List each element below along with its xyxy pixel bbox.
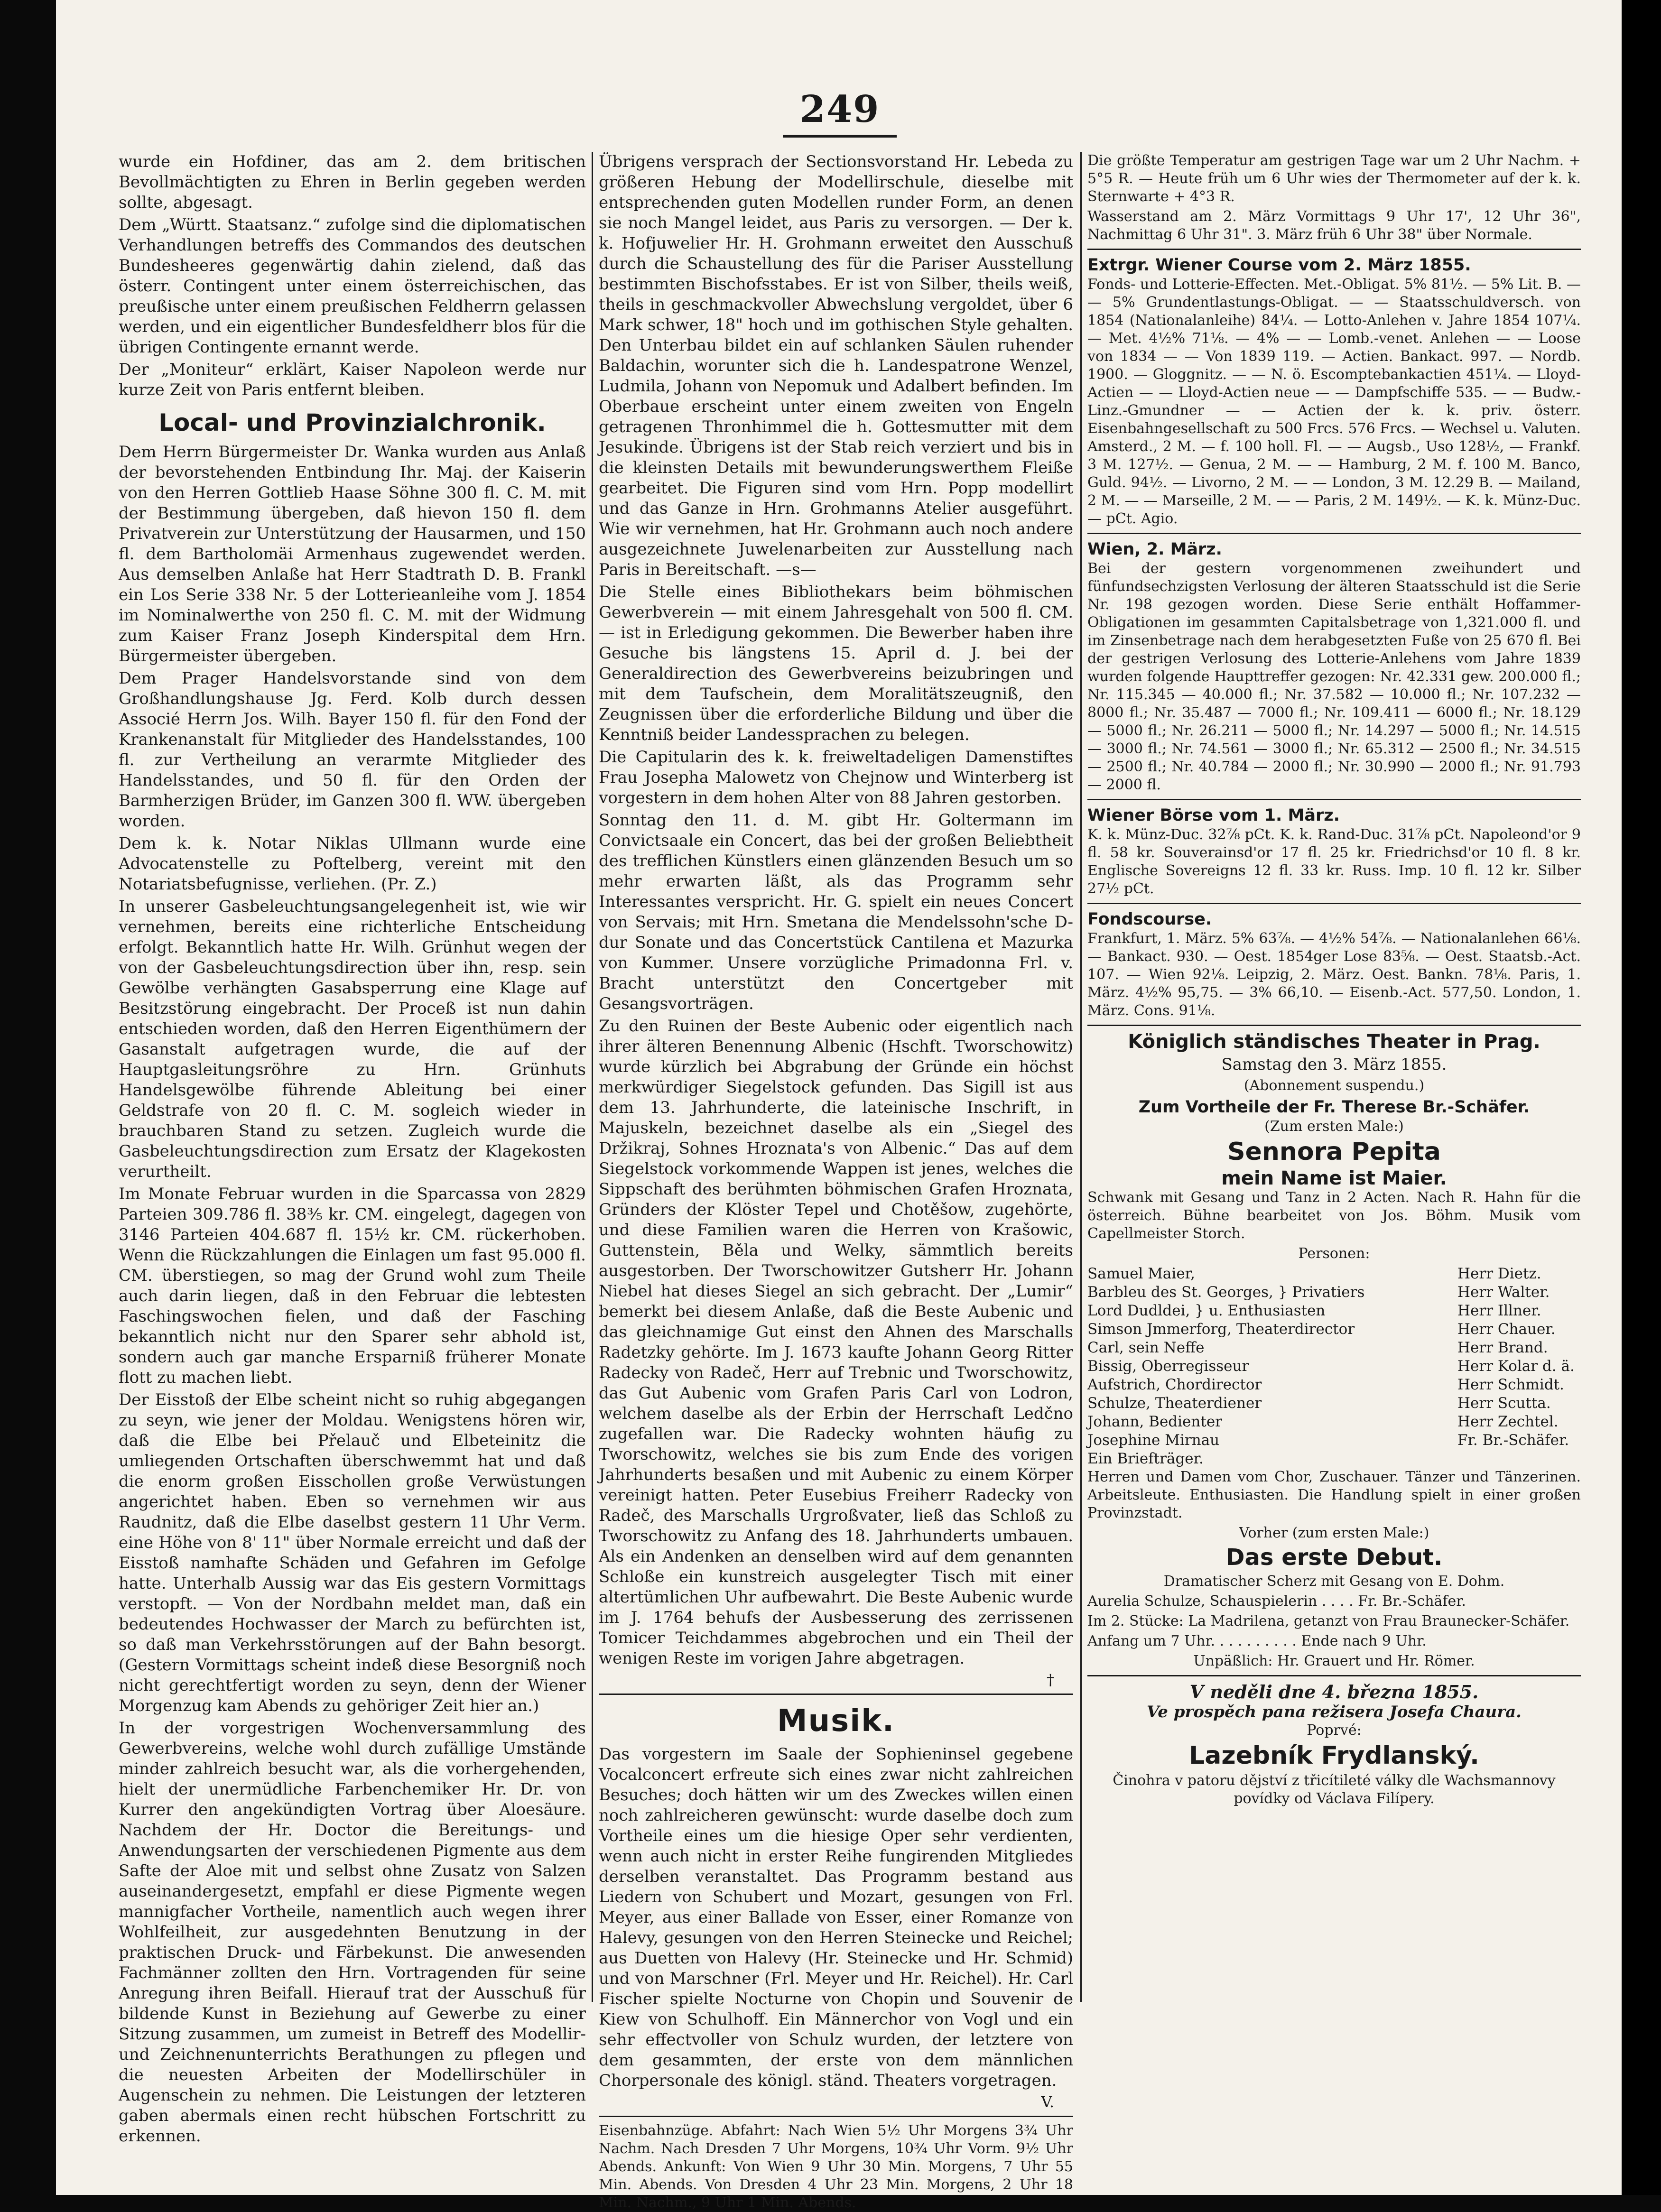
cast-role: Bissig, Oberregisseur [1087,1358,1249,1375]
persons-label: Personen: [1298,1245,1370,1262]
debut-cast: Aurelia Schulze, Schauspielerin . . . . Fr. Br.-Schäfer. [1087,1593,1466,1610]
first-time-note: (Zum ersten Male:) [1264,1118,1404,1135]
play-description: Schwank mit Gesang und Tanz in 2 Acten. Nach R. Hahn für die österreich. Bühne bearbeitet von Jos. Böhm. Musik vom Capellmeister Storch. [1087,1189,1581,1242]
cast-row [1087,1302,1581,1320]
cast-role: Schulze, Theaterdiener [1087,1395,1262,1412]
author-mark: † [1047,1671,1054,1689]
cast-row [1087,1431,1581,1450]
czech-date: V neděli dne 4. března 1855. [1189,1681,1479,1703]
column-1 [119,152,586,2146]
cast-actor: Herr Brand. [1457,1339,1548,1356]
theatre-abonnement: (Abonnement suspendu.) [1243,1077,1425,1094]
column-2 [599,152,1073,2211]
cast-row [1087,1394,1581,1413]
column-3 [1087,152,1581,2082]
cast-row [1087,1357,1581,1376]
cast-actor: Herr Kolar d. ä. [1457,1358,1575,1375]
paragraph: Sonntag den 11. d. M. gibt Hr. Goltermann im Convictsaale ein Concert, das bei der großen Beliebtheit des trefflichen Künstlers einen glänzenden Besuch um so mehr erwarten läßt, als das Programm sehr Interessantes verspricht. Hr. G. spielt ein neues Concert von Servais; mit Hrn. Smetana die Mendelssohn'sche D-dur Sonate und das Concertstück Cantilena et Mazurka von Kummer. Unsere vorzügliche Primadonna Frl. v. Bracht unterstützt den Concertgeber mit Gesangsvorträgen. [599,811,1073,1013]
fonds-text: Frankfurt, 1. März. 5% 63⅞. — 4½% 54⅞. — Nationalanlehen 66⅛. — Bankact. 930. — Oest. 1854ger Lose 83⅝. — Oest. Staatsb.-Act. 107. — Wien 92⅛. Leipzig, 2. März. Oest. Bankn. 78⅛. Paris, 1. März. 4½% 95,75. — 3% 66,10. — Eisenb.-Act. 577,50. London, 1. März. Cons. 91⅛. [1087,930,1581,1019]
divider [1087,249,1581,250]
cast-role: Aufstrich, Chordirector [1087,1376,1262,1393]
cast-row [1087,1376,1581,1394]
scan-edge [1622,0,1661,2195]
cast-actor: Herr Schmidt. [1457,1376,1564,1393]
divider [1087,1675,1581,1676]
show-times: Anfang um 7 Uhr. . . . . . . . . . Ende nach 9 Uhr. [1087,1633,1427,1649]
paragraph: In unserer Gasbeleuchtungsangelegenheit ist, wie wir vernehmen, bereits eine richterliche Entscheidung erfolgt. Bekanntlich hatte Hr. Wilh. Grünhut wegen der von der Gasbeleuchtungsdirection über ihn, resp. sein Gewölbe verhängten Gasabsperrung eine Klage auf Besitzstörung eingebracht. Der Proceß ist nun dahin entschieden worden, daß den Herren Eigenthümern der Gasanstalt aufgetragen wurde, die auf der Hauptgasleitungsröhre zu Hrn. Grünhuts Handelsgewölbe führende Ableitung bei einer Geldstrafe von 20 fl. C. M. sogleich wieder in brauchbaren Stand zu setzen. Zugleich wurde die Gasbeleuchtungsdirection zum Ersatz der Klagekosten verurtheilt. [119,897,586,1181]
cast-actor: Herr Zechtel. [1457,1413,1559,1430]
author-mark: V. [1041,2093,1054,2111]
before-note: Vorher (zum ersten Male:) [1239,1525,1429,1541]
boerse-text: K. k. Münz-Duc. 32⅞ pCt. K. k. Rand-Duc. 31⅞ pCt. Napoleond'or 9 fl. 58 kr. Souverainsd'or 17 fl. 25 kr. Friedrichsd'or 10 fl. 8 kr. Englische Sovereigns 12 fl. 33 kr. Russ. Imp. 10 fl. 12 kr. Silber 27½ pCt. [1087,826,1581,897]
paragraph: Dem Herrn Bürgermeister Dr. Wanka wurden aus Anlaß der bevorstehenden Entbindung Ihr. Maj. der Kaiserin von den Herren Gottlieb Haase Söhne 300 fl. C. M. mit der Bestimmung übergeben, daß hievon 150 fl. dem Privatverein zur Unterstützung der Hausarmen, und 150 fl. dem Bartholomäi Armenhaus zugewendet werden. Aus demselben Anlaße hat Herr Stadtrath D. B. Frankl ein Los Serie 338 Nr. 5 der Lotterieanleihe vom J. 1854 im Nominalwerthe von 250 fl. C. M. mit der Widmung zum Kaiser Franz Joseph Kinderspital dem Hrn. Bürgermeister übergeben. [119,443,586,666]
cast-role: Simson Jmmerforg, Theaterdirector [1087,1321,1355,1338]
cast-actor: Herr Dietz. [1457,1265,1541,1282]
cast-role: Ein Briefträger. [1087,1450,1204,1467]
indisposed-note: Unpäßlich: Hr. Grauert und Hr. Römer. [1193,1653,1475,1669]
paragraph: Dem Prager Handelsvorstande sind von dem Großhandlungshause Jg. Ferd. Kolb durch dessen Associé Herrn Jos. Wilh. Bayer 150 fl. für den Fond der Krankenanstalt für Mitglieder des Handelsstandes, 100 fl. zur Vertheilung an verarmte Mitglieder des Handelsstandes, und 50 fl. für den Orden der Barmherzigen Brüder, im Ganzen 300 fl. WW. übergeben worden. [119,669,586,831]
cast-row [1087,1320,1581,1339]
cast-row [1087,1450,1581,1468]
water-level: Wasserstand am 2. März Vormittags 9 Uhr 17', 12 Uhr 36", Nachmittag 6 Uhr 31". 3. März früh 6 Uhr 38" über Normale. [1087,208,1581,243]
theatre-date: Samstag den 3. März 1855. [1221,1055,1447,1074]
fonds-title: Fondscourse. [1087,910,1212,929]
vienna-text: Bei der gestern vorgenommenen zweihundert und fünfundsechzigsten Verlosung der älteren Staatsschuld ist die Serie Nr. 198 gezogen worden. Diese Serie enthält Hoffammer-Obligationen im gesammten Capitalsbetrage von 1,321.000 fl. und im Zinsenbetrage nach dem herabgesetzten Fuße von 25 670 fl. Bei der gestrigen Verlosung des Lotterie-Anlehens vom Jahre 1839 wurden folgende Haupttreffer gezogen: Nr. 42.331 gew. 200.000 fl.; Nr. 115.345 — 40.000 fl.; Nr. 37.582 — 10.000 fl.; Nr. 107.232 — 8000 fl.; Nr. 35.487 — 7000 fl.; Nr. 109.411 — 6000 fl.; Nr. 18.129 — 5000 fl.; Nr. 26.211 — 5000 fl.; Nr. 14.297 — 5000 fl.; Nr. 14.515 — 3000 fl.; Nr. 74.561 — 3000 fl.; Nr. 65.312 — 2500 fl.; Nr. 34.515 — 2500 fl.; Nr. 40.784 — 2000 fl.; Nr. 30.990 — 2000 fl.; Nr. 91.793 — 2000 fl. [1087,560,1581,793]
cast-row [1087,1339,1581,1357]
cast-actor: Herr Walter. [1457,1284,1550,1301]
column-rule [1080,152,1082,2002]
section-heading: Musik. [777,1703,895,1739]
paragraph: Übrigens versprach der Sectionsvorstand Hr. Lebeda zu größeren Hebung der Modellirschule, dieselbe mit entsprechenden guten Modellen runder Form, an denen sie noch Mangel leidet, aus Paris zu versorgen. — Der k. k. Hofjuwelier Hr. H. Grohmann erweitet den Ausschuß durch die Schaustellung des für die Pariser Ausstellung bestimmten Bischofsstabes. Er ist von Silber, theils weiß, theils in geschmackvoller Abwechslung vergoldet, über 6 Mark schwer, 18" hoch und im gothischen Style gehalten. Den Unterbau bildet ein auf schlanken Säulen ruhender Baldachin, worunter sich die h. Landespatrone Wenzel, Ludmila, Johann von Nepomuk und Adalbert befinden. Im Oberbaue erscheint unter einem zweiten von Engeln getragenen Thronhimmel die h. Gottesmutter mit dem Jesukinde. Übrigens ist der Stab reich verziert und bis in die kleinsten Details mit bewunderungswerthem Fleiße gearbeitet. Die Figuren sind vom Hrn. Popp modellirt und das Ganze in Hrn. Grohmanns Atelier ausgeführt. Wie wir vernehmen, hat Hr. Grohmann auch noch andere ausgezeichnete Juwelenarbeiten zur Ausstellung nach Paris in Bereitschaft. —s— [599,152,1073,579]
cast-role: Barbleu des St. Georges, } Privatiers [1087,1284,1365,1301]
paragraph: Die Capitularin des k. k. freiweltadeligen Damenstiftes Frau Josepha Malowetz von Chejnow und Winterberg ist vorgestern in dem hohen Alter von 88 Jahren gestorben. [599,748,1073,807]
cast-list [1087,1265,1581,1468]
paragraph: wurde ein Hofdiner, das am 2. dem britischen Bevollmächtigten zu Ehren in Berlin gegeben werden sollte, abgesagt. [119,152,586,212]
cast-actor: Herr Chauer. [1457,1321,1556,1338]
boerse-title: Wiener Börse vom 1. März. [1087,806,1340,825]
paragraph: Die Stelle eines Bibliothekars beim böhmischen Gewerbverein — mit einem Jahresgehalt von 500 fl. CM. — ist in Erledigung gekommen. Die Bewerber haben ihre Gesuche bis längstens 15. April d. J. bei der Generaldirection des Gewerbvereins beizubringen und mit dem Taufschein, dem Moralitätszeugniß, den Zeugnissen über die erforderliche Bildung und über die Kenntniß beider Landessprachen zu belegen. [599,583,1073,744]
column-rule [592,152,593,2002]
course-title: Extrgr. Wiener Course vom 2. März 1855. [1087,256,1471,275]
divider [1087,533,1581,534]
paragraph: Dem k. k. Notar Niklas Ullmann wurde eine Advocatenstelle zu Poftelberg, vereint mit den Notariatsbefugnisse, verliehen. (Pr. Z.) [119,834,586,894]
page-number-rule [783,135,897,138]
cast-row [1087,1413,1581,1431]
paragraph: Im Monate Februar wurden in die Sparcassa von 2829 Parteien 309.786 fl. 38⅗ kr. CM. eingelegt, dagegen von 3146 Parteien 404.687 fl. 15½ kr. CM. rückerhoben. Wenn die Rückzahlungen die Einlagen um fast 95.000 fl. CM. überstiegen, so mag der Grund wohl zum Theile auch darin liegen, daß in den Februar die lebtesten Faschingswochen fielen, und daß der Fasching bekanntlich nicht nur den Sparer sehr abhold ist, sondern auch gar manche Ersparniß früherer Monate flott zu machen liebt. [119,1185,586,1387]
benefit-line: Zum Vortheile der Fr. Therese Br.-Schäfer. [1138,1098,1530,1117]
cast-actor [1457,1450,1581,1468]
cast-row [1087,1283,1581,1302]
cast-role: Johann, Bedienter [1087,1413,1222,1430]
cast-role: Carl, sein Neffe [1087,1339,1205,1356]
section-heading: Local- und Provinzialchronik. [158,409,546,436]
cast-row [1087,1265,1581,1283]
cast-role: Josephine Mirnau [1087,1432,1220,1449]
debut-title: Das erste Debut. [1225,1544,1443,1571]
czech-play-description: Činohra v patoru dějství z třicítileté války dle Wachsmannovy povídky od Václava Filípery. [1113,1772,1556,1807]
paragraph: Der „Moniteur“ erklärt, Kaiser Napoleon werde nur kurze Zeit von Paris entfernt bleiben. [119,360,586,399]
cast-actor: Herr Illner. [1457,1302,1541,1319]
debut-description: Dramatischer Scherz mit Gesang von E. Dohm. [1163,1573,1505,1590]
weather-report: Die größte Temperatur am gestrigen Tage war um 2 Uhr Nachm. + 5°5 R. — Heute früh um 6 Uhr wies der Thermometer auf der k. k. Sternwarte + 4°3 R. [1087,152,1581,205]
czech-play-title: Lazebník Frydlanský. [1189,1741,1479,1770]
czech-first: Poprvé: [1307,1722,1362,1739]
paragraph: Dem „Württ. Staatsanz.“ zufolge sind die diplomatischen Verhandlungen betreffs des Commandos des deutschen Bundesheeres gegenwärtig dahin zielend, daß das österr. Contingent unter einem österreichischen, das preußische unter einem preußischen Feldherrn gelassen werden, und ein eigentlicher Bundesfeldherr blos für die übrigen Contingente ernannt werde. [119,215,586,357]
theatre-title: Königlich ständisches Theater in Prag. [1128,1031,1540,1053]
cast-role: Samuel Maier, [1087,1265,1195,1282]
cast-extra: Herren und Damen vom Chor, Zuschauer. Tänzer und Tänzerinen. Arbeitsleute. Enthusiasten. Die Handlung spielt in einer großen Provinzstadt. [1087,1469,1581,1521]
cast-actor: Fr. Br.-Schäfer. [1457,1432,1569,1449]
divider [599,2116,1073,2117]
page-number: 249 [799,88,880,131]
divider [1087,1025,1581,1026]
paragraph: Das vorgestern im Saale der Sophieninsel gegebene Vocalconcert erfreute sich eines zwar nicht zahlreichen Besuches; doch hätten wir um des Zweckes willen einen noch zahlreicheren gewünscht: wurde daselbe doch zum Vortheile eines um die hiesige Oper sehr verdienten, wenn auch nicht in erster Reihe fungirenden Mitgliedes derselben veranstaltet. Das Programm bestand aus Liedern von Schubert und Mozart, gesungen von Frl. Meyer, aus einer Ballade von Esser, einer Romanze von Halevy, gesungen von den Herren Steinecke und Reichel; aus Duetten von Halevy (Hr. Steinecke und Hr. Schmid) und von Marschner (Frl. Meyer und Hr. Reichel). Hr. Carl Fischer spielte Nocturne von Chopin und Souvenir de Kiew von Schulhoff. Ein Männerchor von Vogl und ein sehr effectvoller von Schulz wurden, der letztere von dem gesammten, der erste von dem männlichen Chorpersonale des königl. ständ. Theaters vorgetragen. [599,1745,1073,2090]
course-text: Fonds- und Lotterie-Effecten. Met.-Obligat. 5% 81½. — 5% Lit. B. — — 5% Grundentlastungs-Obligat. — — Staatsschuldversch. von 1854 (Nationalanleihe) 84¼. — Lotto-Anlehen v. Jahre 1854 107¼. — Met. 4½% 71⅛. — 4% — — Lomb.-venet. Anlehen — — Loose von 1834 — — Von 1839 119. — Actien. Bankact. 997. — Nordb. 1900. — Gloggnitz. — — N. ö. Escomptebankactien 451¼. — Lloyd-Actien — — Lloyd-Actien neue — — Dampfschiffe 535. — — Budw.-Linz.-Gmundner — — Actien der k. k. priv. österr. Eisenbahngesellschaft zu 500 Frcs. 576 Frcs. — Wechsel u. Valuten. Amsterd., 2 M. — f. 100 holl. Fl. — — Augsb., Uso 128½, — Frankf. 3 M. 127½. — Genua, 2 M. — — Hamburg, 2 M. f. 100 M. Banco, Guld. 94½. — Livorno, 2 M. — — London, 3 M. 12.29 B. — Mailand, 2 M. — — Marseille, 2 M. — — Paris, 2 M. 149½. — K. k. Münz-Duc. — pCt. Agio. [1087,276,1581,527]
paragraph: Zu den Ruinen der Beste Aubenic oder eigentlich nach ihrer älteren Benennung Albenic (Hschft. Tworschowitz) wurde kürzlich bei Abgrabung der Gründe ein höchst merkwürdiger Siegelstock gefunden. Das Sigill ist aus dem 13. Jahrhunderte, die lateinische Inschrift, in Majuskeln, bezeichnet daselbe als ein „Siegel des Držikraj, Sohnes Hroznata's von Albenic.“ Das auf dem Siegelstock vorkommende Wappen ist jenes, welches die Sippschaft des berühmten böhmischen Grafen Hroznata, Gründers der Klöster Tepel und Chotěšow, zugehörte, und diese Familien waren die Herren von Krašowic, Guttenstein, Běla und Welky, sämmtlich bereits ausgestorben. Der Tworschowitzer Gutsherr Hr. Johann Niebel hat dieses Siegel an sich gebracht. Der „Lumir“ bemerkt bei diesem Anlaße, daß die Beste Aubenic und das gleichnamige Gut einst den Ahnen des Marschalls Radetzky gehörte. Im J. 1673 kaufte Johann Georg Ritter Radecky von Radeč, Herr auf Trebnic und Tworschowitz, das Gut Aubenic vom Grafen Paris Carl von Lodron, welchem daselbe als der Erbin der Herrschaft Ledčno zugefallen war. Die Radecky wohnten häufig zu Tworschowitz, welches sie bis zum Ende des vorigen Jahrhunderts besaßen und mit Aubenic zu einem Körper vereinigt hatten. Peter Eusebius Freiherr Radecky von Radeč, des Marschalls Urgroßvater, ließ das Schloß zu Tworschowitz zu Anfang des 18. Jahrhunderts umbauen. Als ein Andenken an denselben wird auf dem genannten Schloße ein kunstreich ausgelegter Tisch mit einer altertümlichen Uhr aufbewahrt. Die Beste Aubenic wurde im J. 1764 behufs der Ausbesserung des zerrissenen Tomicer Teichdammes abgebrochen und ein Theil der wenigen Reste im vorigen Jahre abgetragen. [599,1017,1073,1668]
paragraph: Der Eisstoß der Elbe scheint nicht so ruhig abgegangen zu seyn, wie jener der Moldau. Wenigstens hören wir, daß die Elbe bei Přelauč und Elbeteinitz die umliegenden Ortschaften überschwemmt hat und daß die enorm großen Eisschollen große Verwüstungen angerichtet haben. Eben so vernehmen wir aus Raudnitz, daß die Elbe daselbst gestern 11 Uhr Verm. eine Höhe von 8' 11" über Normale erreicht und daß der Eisstoß namhafte Schäden und Gefahren im Gefolge hatte. Unterhalb Aussig war das Eis gestern Vormittags verstopft. — Von der Nordbahn meldet man, daß ein bedeutendes Hochwasser der March zu befürchten ist, so daß man Verkehrsstörungen auf der Bahn besorgt. (Gestern Vormittags scheint indeß diese Besorgniß noch nicht gerechtfertigt worden zu seyn, denn der Wiener Morgenzug kam Abends zu gehöriger Zeit hier an.) [119,1390,586,1715]
divider [1087,903,1581,904]
cast-actor: Herr Scutta. [1457,1395,1551,1412]
railway-schedule: Eisenbahnzüge. Abfahrt: Nach Wien 5½ Uhr Morgens 3¾ Uhr Nachm. Nach Dresden 7 Uhr Morgens, 10¾ Uhr Vorm. 9½ Uhr Abends. Ankunft: Von Wien 9 Uhr 30 Min. Morgens, 7 Uhr 55 Min. Abends. Von Dresden 4 Uhr 23 Min. Morgens, 2 Uhr 18 Min. Nachm., 9 Uhr 1 Min. Abends. [599,2122,1073,2211]
divider [1087,799,1581,800]
paragraph: In der vorgestrigen Wochenversammlung des Gewerbvereins, welche wohl durch zufällige Umstände minder zahlreich besucht war, als die vorhergehenden, hielt der unermüdliche Farbenchemiker Hr. Dr. von Kurrer den angekündigten Vortrag über Aloesäure. Nachdem der Hr. Doctor die Bereitungs- und Anwendungsarten der verschiedenen Pigmente aus dem Safte der Aloe mit und selbst ohne Zusatz von Salzen auseinandergesetzt, empfahl er diese Pigmente wegen mannigfacher Vortheile, namentlich auch wegen ihrer Wohlfeilheit, zur ausgedehnten Benutzung in der praktischen Druck- und Färbekunst. Die anwesenden Fachmänner zollten den Hrn. Vortragenden für seine Anregung ihren Beifall. Hierauf trat der Ausschuß für bildende Kunst in Beziehung auf Gewerbe zu einer Sitzung zusammen, um zumeist in Betreff des Modellir- und Zeichnenunterrichts Berathungen zu pflegen und die neuesten Arbeiten der Modellirschüler in Augenschein zu nehmen. Die Leistungen der letzteren gaben abermals einen recht hübschen Fortschritt zu erkennen. [119,1719,586,2146]
second-piece: Im 2. Stücke: La Madrilena, getanzt von Frau Braunecker-Schäfer. [1087,1613,1570,1629]
play-title: Sennora Pepita [1227,1138,1441,1166]
play-subtitle: mein Name ist Maier. [1221,1167,1447,1189]
cast-role: Lord Dudldei, } u. Enthusiasten [1087,1302,1326,1319]
vienna-title: Wien, 2. März. [1087,540,1222,559]
divider [599,1694,1073,1695]
czech-benefit: Ve prospěch pana režisera Josefa Chaura. [1147,1703,1522,1721]
